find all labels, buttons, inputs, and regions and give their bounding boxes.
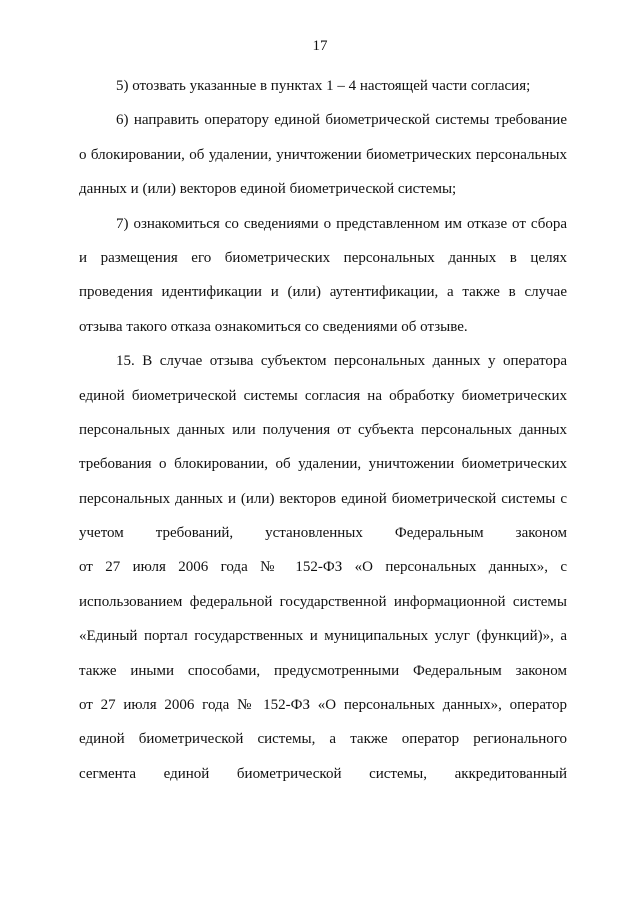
text-line: от 27 июля 2006 года № 152-ФЗ «О персональных данных», с [79,559,567,576]
page-number: 17 [312,38,328,54]
text-line: от 27 июля 2006 года № 152-ФЗ «О персональных данных», оператор [79,697,567,714]
text-line: данных и (или) векторов единой биометрической системы; [79,181,457,198]
text-line: проведения идентификации и (или) аутентификации, а также в случае [79,284,567,301]
text-line: требования о блокировании, об удалении, уничтожении биометрических [79,456,567,473]
text-line: 7) ознакомиться со сведениями о представленном им отказе от сбора [116,215,567,232]
text-line: использованием федеральной государственной информационной системы [79,593,567,610]
text-line: о блокировании, об удалении, уничтожении биометрических персональных [79,146,567,163]
text-line: 6) направить оператору единой биометрической системы требование [116,112,567,129]
text-line: 5) отозвать указанные в пунктах 1 – 4 настоящей части согласия; [116,78,531,94]
text-line: также иными способами, предусмотренными Федеральным законом [79,662,567,679]
text-line: «Единый портал государственных и муниципальных услуг (функций)», а [79,628,567,645]
text-line: единой биометрической системы, а также оператор регионального [79,731,567,748]
text-line: 15. В случае отзыва субъектом персональных данных у оператора [116,353,567,370]
text-line: сегмента единой биометрической системы, аккредитованный [79,765,567,782]
text-line: персональных данных и (или) векторов единой биометрической системы с [79,490,567,507]
text-line: отзыва такого отказа ознакомиться со сведениями об отзыве. [79,318,468,335]
document-body [79,69,567,791]
text-line: учетом требований, установленных Федеральным законом [79,525,567,542]
text-line: единой биометрической системы согласия на обработку биометрических [79,387,567,404]
text-line: и размещения его биометрических персональных данных в целях [79,249,567,266]
text-line: персональных данных или получения от субъекта персональных данных [79,421,567,438]
